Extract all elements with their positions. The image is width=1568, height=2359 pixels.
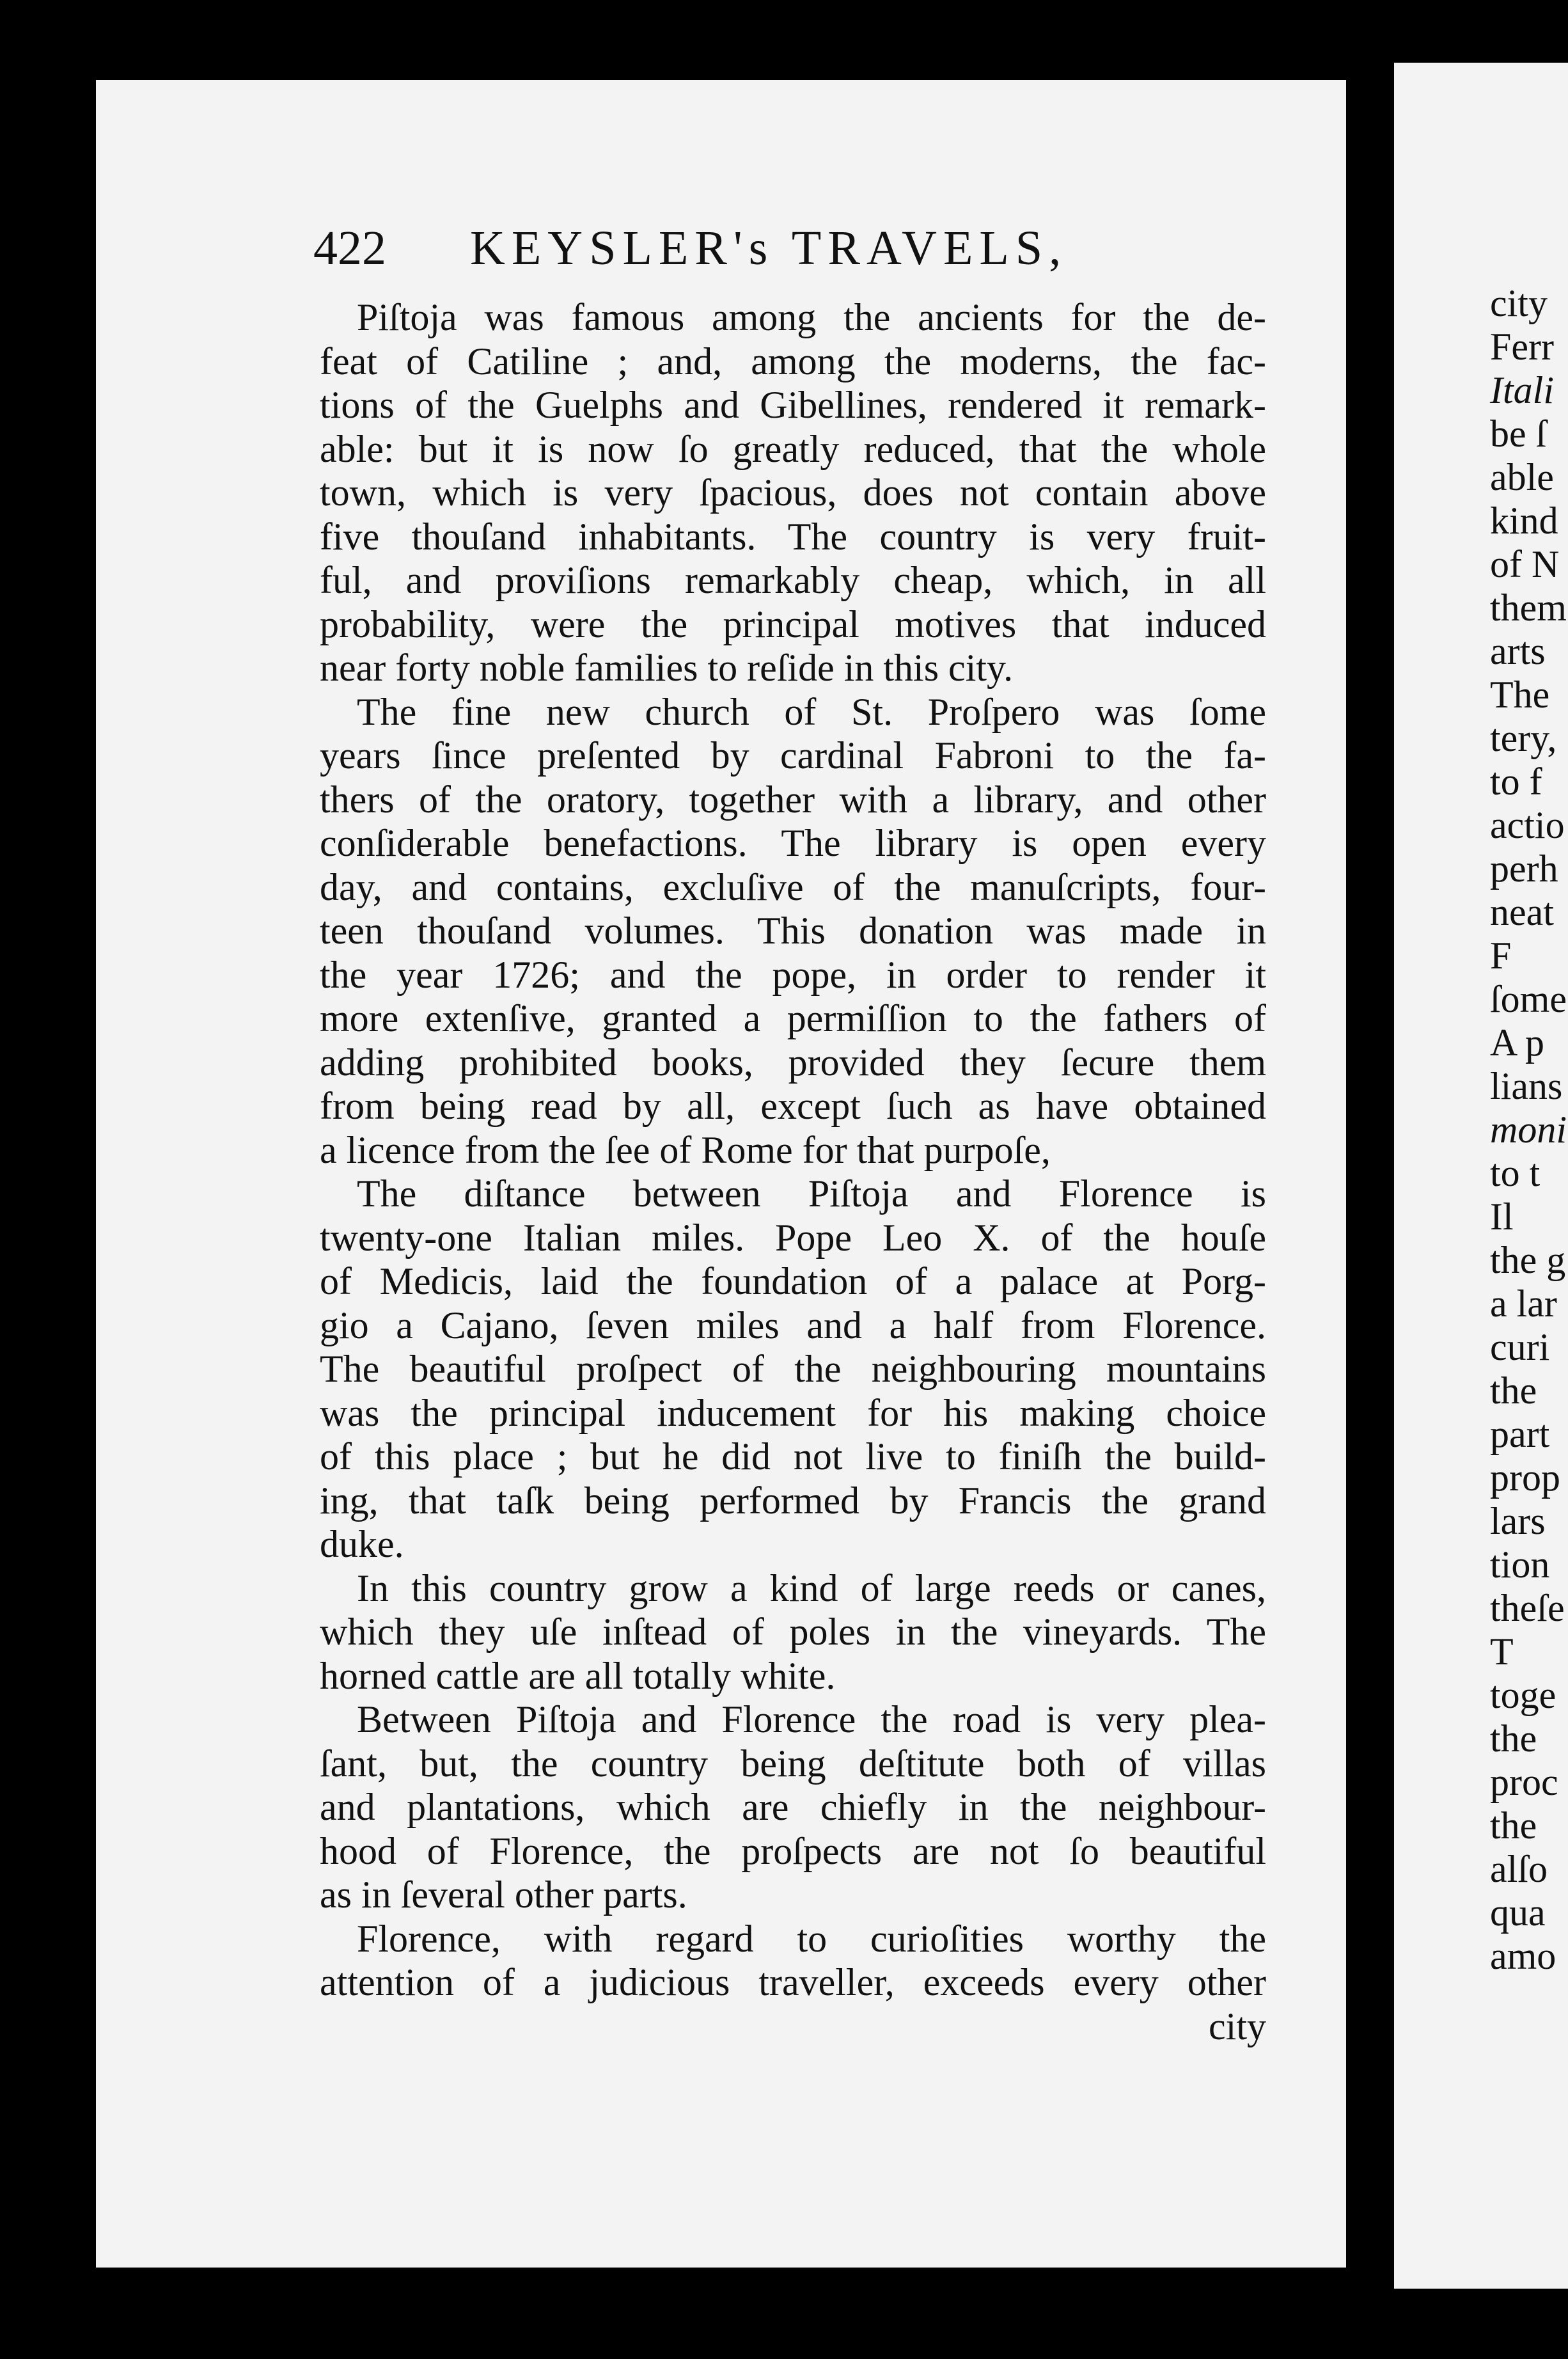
text-line: day, and contains, excluſive of the manuſcripts, four- — [320, 865, 1266, 908]
right-page-fragment: arts — [1490, 630, 1546, 672]
right-page-fragment: them — [1490, 587, 1567, 629]
right-page-fragment: the — [1490, 1369, 1537, 1412]
right-page-fragment: moni — [1490, 1108, 1567, 1151]
page-number: 422 — [313, 221, 386, 275]
right-page-fragment: tion — [1490, 1543, 1550, 1586]
right-page-fragment: lars — [1490, 1500, 1546, 1542]
text-line: of Medicis, laid the foundation of a palace at Porg- — [320, 1260, 1266, 1302]
text-line: feat of Catiline ; and, among the moderns, the fac- — [320, 340, 1266, 383]
right-page-fragment: The — [1490, 674, 1550, 716]
text-line: The diſtance between Piſtoja and Florence is — [357, 1172, 1266, 1215]
text-line: and plantations, which are chiefly in the neighbour- — [320, 1786, 1266, 1828]
text-line: In this country grow a kind of large reeds or canes, — [357, 1566, 1266, 1609]
right-page-fragment: to f — [1490, 761, 1542, 803]
text-line: gio a Cajano, ſeven miles and a half from Florence. — [320, 1304, 1266, 1346]
text-line: horned cattle are all totally white. — [320, 1654, 836, 1697]
right-page-fragment: T — [1490, 1630, 1514, 1673]
right-page-fragment: F — [1490, 935, 1512, 977]
text-line: near forty noble families to reſide in this city. — [320, 647, 1014, 689]
text-line: ing, that taſk being performed by Francis the grand — [320, 1479, 1266, 1522]
text-line: conſiderable benefactions. The library is open every — [320, 822, 1266, 864]
right-page-fragment: city — [1490, 282, 1548, 324]
text-line: twenty-one Italian miles. Pope Leo X. of the houſe — [320, 1216, 1266, 1259]
right-page-fragment: lians — [1490, 1065, 1563, 1107]
text-line: tions of the Guelphs and Gibellines, rendered it remark- — [320, 384, 1266, 426]
text-line: duke. — [320, 1523, 404, 1565]
text-line: more extenſive, granted a permiſſion to the fathers of — [320, 997, 1266, 1039]
text-line: from being read by all, except ſuch as have obtained — [320, 1085, 1266, 1127]
text-line: five thouſand inhabitants. The country is very fruit- — [320, 515, 1266, 558]
text-line: probability, were the principal motives that induced — [320, 603, 1266, 645]
text-line: hood of Florence, the proſpects are not ſo beautiful — [320, 1829, 1266, 1872]
text-line: attention of a judicious traveller, exceeds every other — [320, 1961, 1266, 2003]
right-page-fragment: kind — [1490, 500, 1558, 542]
text-line: Florence, with regard to curioſities worthy the — [357, 1917, 1266, 1960]
text-line: was the principal inducement for his making choice — [320, 1391, 1266, 1434]
body-text — [320, 296, 1266, 2048]
right-page-fragment: curi — [1490, 1326, 1550, 1368]
right-page-fragment: of N — [1490, 543, 1560, 585]
right-page-fragment: amo — [1490, 1935, 1556, 1977]
right-page-fragment: toge — [1490, 1674, 1556, 1716]
right-page-fragment: to t — [1490, 1152, 1541, 1194]
right-page-fragment: the g — [1490, 1239, 1566, 1281]
text-line: which they uſe inſtead of poles in the vineyards. The — [320, 1611, 1266, 1653]
text-line: Between Piſtoja and Florence the road is very plea- — [357, 1698, 1266, 1740]
text-line: Piſtoja was famous among the ancients for the de- — [357, 296, 1266, 338]
text-line: the year 1726; and the pope, in order to render it — [320, 953, 1266, 996]
right-page-fragment: neat — [1490, 891, 1554, 933]
text-line: of this place ; but he did not live to finiſh the build- — [320, 1435, 1266, 1478]
text-line: The fine new church of St. Proſpero was ſome — [357, 690, 1266, 733]
right-page-fragment: able — [1490, 456, 1554, 498]
right-page-fragment: proc — [1490, 1761, 1558, 1803]
right-page-fragment: tery, — [1490, 717, 1557, 759]
text-line: The beautiful proſpect of the neighbouring mountains — [320, 1348, 1266, 1390]
right-page-fragment: actio — [1490, 804, 1565, 846]
running-title: KEYSLER's TRAVELS, — [470, 221, 1068, 275]
right-page-fragment: a lar — [1490, 1282, 1557, 1325]
text-line: thers of the oratory, together with a library, and other — [320, 778, 1266, 821]
right-page-fragment: perh — [1490, 848, 1558, 890]
text-line: adding prohibited books, provided they ſecure them — [320, 1041, 1266, 1084]
right-page-fragment: Il — [1490, 1195, 1514, 1238]
text-line: a licence from the ſee of Rome for that purpoſe, — [320, 1128, 1051, 1171]
right-page-fragment: part — [1490, 1413, 1550, 1455]
right-page-fragment: ſome — [1490, 978, 1567, 1020]
text-line: able: but it is now ſo greatly reduced, that the whole — [320, 427, 1266, 470]
right-page-fragment: alſo — [1490, 1848, 1548, 1890]
text-line: ſant, but, the country being deſtitute both of villas — [320, 1742, 1266, 1785]
right-page-fragment: Itali — [1490, 369, 1554, 411]
text-line: teen thouſand volumes. This donation was made in — [320, 910, 1266, 952]
running-head — [313, 221, 1285, 278]
right-page-fragment: Ferr — [1490, 326, 1554, 368]
right-page-fragment: theſe — [1490, 1587, 1565, 1629]
right-page-fragment: A p — [1490, 1022, 1545, 1064]
text-line: as in ſeveral other parts. — [320, 1874, 687, 1916]
text-line: town, which is very ſpacious, does not contain above — [320, 471, 1266, 514]
right-page-fragment: the — [1490, 1804, 1537, 1847]
right-page-fragment: prop — [1490, 1456, 1560, 1499]
catchword: city — [1209, 2005, 1266, 2047]
right-page-fragment: the — [1490, 1717, 1537, 1760]
right-page-fragment: qua — [1490, 1891, 1546, 1934]
right-page-fragment: be ſ — [1490, 413, 1547, 455]
text-line: ful, and proviſions remarkably cheap, which, in all — [320, 559, 1266, 601]
text-line: years ſince preſented by cardinal Fabroni to the fa- — [320, 734, 1266, 777]
